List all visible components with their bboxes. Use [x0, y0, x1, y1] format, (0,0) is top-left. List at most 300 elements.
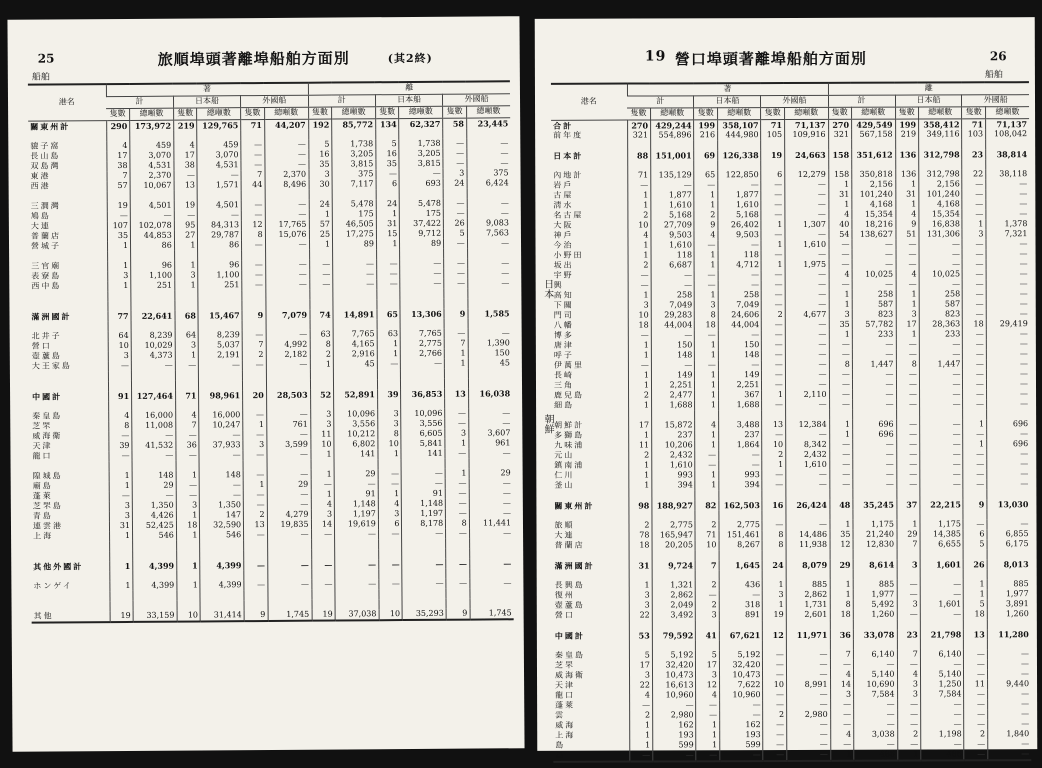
tonnage: 4,531	[197, 160, 241, 170]
ship-count: 2	[628, 450, 651, 460]
port-name: 其他外國計	[33, 560, 84, 572]
tonnage: —	[987, 649, 1031, 659]
ship-count: 3	[629, 590, 652, 600]
tonnage: 8,239	[131, 330, 175, 340]
ship-count: 82	[695, 500, 718, 510]
tonnage: —	[335, 559, 379, 569]
spacer-cell	[335, 599, 379, 609]
tonnage: —	[335, 529, 379, 539]
spacer-cell	[402, 588, 446, 598]
tonnage: 7,049	[718, 300, 762, 310]
ship-count: 6	[378, 519, 402, 529]
ship-count: 5	[444, 228, 468, 238]
tonnage: —	[469, 478, 513, 488]
spacer-cell	[469, 548, 513, 558]
port-name: 合計	[553, 120, 574, 131]
spacer-cell	[552, 510, 628, 520]
ship-count: 1	[762, 460, 785, 470]
tonnage: 1,100	[198, 270, 242, 280]
tonnage: 6,424	[467, 178, 511, 188]
tonnage: —	[197, 170, 241, 180]
ship-count: 1	[695, 440, 718, 450]
spacer-cell	[402, 568, 446, 578]
tonnage: 165,947	[652, 530, 696, 540]
ship-count: 321	[828, 129, 851, 139]
header-arrive: 著	[627, 83, 828, 96]
tonnage: —	[200, 480, 244, 490]
tonnage: —	[265, 269, 309, 279]
ship-count: 2	[695, 520, 718, 530]
tonnage: 1,840	[988, 729, 1032, 739]
ship-count: 8	[108, 420, 132, 430]
ship-count: —	[897, 699, 920, 709]
tonnage: —	[785, 369, 829, 379]
tonnage: 6,140	[853, 649, 897, 659]
port-name: 下關	[553, 300, 574, 310]
tonnage: —	[854, 719, 898, 729]
tonnage: 351,612	[852, 149, 896, 159]
tonnage: —	[402, 558, 446, 568]
spacer-cell	[852, 159, 896, 169]
tonnage: —	[986, 199, 1030, 209]
tonnage: 3,599	[267, 439, 311, 449]
ship-count: 3	[695, 300, 718, 310]
spacer-cell	[379, 599, 403, 609]
tonnage: —	[469, 508, 513, 518]
tonnage: 85,772	[332, 118, 376, 129]
spacer-cell	[242, 250, 266, 260]
tonnage: —	[987, 449, 1031, 459]
ship-count: 71	[962, 118, 985, 129]
spacer-cell	[786, 549, 830, 559]
tonnage: —	[469, 418, 513, 428]
header-count: 隻數	[895, 107, 918, 119]
ship-count: 9	[242, 310, 266, 320]
ship-count: 2	[628, 390, 651, 400]
tonnage: 554,896	[651, 130, 695, 140]
ship-count: 9	[444, 308, 468, 318]
tonnage: —	[919, 349, 963, 359]
tonnage: —	[786, 469, 830, 479]
tonnage: 36,853	[401, 388, 445, 398]
ship-count: —	[963, 349, 986, 359]
ship-count: 4	[174, 140, 198, 150]
tonnage: —	[653, 750, 697, 761]
tonnage: 35,245	[853, 499, 897, 509]
ship-count: 58	[443, 118, 467, 129]
ship-count: 35	[829, 319, 852, 329]
spacer-cell	[987, 549, 1031, 559]
ship-count: 219	[173, 119, 197, 130]
ship-count: —	[830, 699, 853, 709]
spacer-cell	[131, 250, 175, 260]
ship-count: —	[444, 258, 468, 268]
ship-count: 1	[963, 419, 986, 429]
ship-count: —	[897, 719, 920, 729]
ship-count: 1	[243, 419, 267, 429]
ship-count: 13	[964, 629, 987, 639]
spacer-cell	[32, 601, 110, 612]
ship-count: —	[377, 359, 401, 369]
left-page	[7, 16, 524, 752]
ship-count: 78	[629, 530, 652, 540]
tonnage: —	[986, 339, 1030, 349]
spacer-cell	[919, 139, 963, 149]
tonnage: 2,156	[919, 179, 963, 189]
spacer-cell	[964, 549, 987, 559]
ship-count: —	[628, 280, 651, 290]
tonnage: 10,212	[334, 429, 378, 439]
ship-count: 1	[695, 290, 718, 300]
ship-count: 7	[242, 339, 266, 349]
ship-count: —	[378, 479, 402, 489]
ship-count: —	[696, 590, 719, 600]
ship-count: 1	[311, 469, 335, 479]
spacer-cell	[400, 188, 444, 198]
spacer-cell	[468, 298, 512, 308]
ship-count: 3	[310, 409, 334, 419]
tonnage: 175	[332, 209, 376, 219]
ship-count: 1	[964, 579, 987, 589]
tonnage: 127,464	[132, 390, 176, 400]
ship-count: 37	[896, 499, 919, 509]
spacer-cell	[175, 370, 199, 380]
ship-count: 1	[377, 349, 401, 359]
tonnage: 2,601	[786, 609, 830, 619]
spacer-cell	[109, 540, 133, 550]
tonnage: 118	[718, 250, 762, 260]
header-tonnage: 總噸數	[399, 106, 443, 118]
tonnage: 1,877	[718, 190, 762, 200]
tonnage: —	[921, 699, 965, 709]
ship-count: —	[962, 199, 985, 209]
ship-count: 1	[829, 329, 852, 339]
port-name: 大連	[554, 530, 575, 540]
ship-count: —	[445, 418, 469, 428]
spacer-cell	[762, 510, 785, 520]
spacer-cell	[266, 369, 310, 379]
ship-count: —	[963, 289, 986, 299]
ship-count: 1	[828, 179, 851, 189]
spacer-cell	[335, 589, 379, 599]
tonnage: 32,590	[200, 520, 244, 530]
tonnage: 22,215	[920, 499, 964, 509]
ship-count: —	[830, 659, 853, 669]
ship-count: 1	[174, 240, 198, 250]
ship-count: 1	[628, 340, 651, 350]
ship-count: —	[762, 300, 785, 310]
tonnage: —	[987, 669, 1031, 679]
tonnage: 89	[333, 239, 377, 249]
ship-count: —	[829, 349, 852, 359]
ship-count: 18	[964, 609, 987, 619]
ship-count: —	[963, 469, 986, 479]
tonnage: 233	[919, 329, 963, 339]
ship-count: 68	[175, 310, 199, 320]
ship-count: 1	[176, 470, 200, 480]
tonnage: —	[719, 590, 763, 600]
ship-count: —	[446, 508, 470, 518]
ship-count: 8	[829, 359, 852, 369]
spacer-cell	[109, 570, 133, 580]
tonnage: —	[787, 699, 831, 709]
ship-count: 63	[310, 329, 334, 339]
tonnage: 10,473	[719, 670, 763, 680]
port-name: 高知	[553, 290, 574, 300]
ship-count: 10	[177, 610, 201, 621]
ship-count: 17	[106, 150, 130, 160]
ship-count: —	[696, 710, 719, 720]
tonnage: —	[921, 709, 965, 719]
ship-count: —	[244, 579, 268, 589]
tonnage: —	[987, 519, 1031, 529]
ship-count: 2	[627, 210, 650, 220]
tonnage: 587	[919, 299, 963, 309]
tonnage: —	[787, 729, 831, 739]
ship-count: —	[242, 280, 266, 290]
ship-count: —	[830, 739, 853, 749]
spacer-cell	[241, 190, 265, 200]
header-tonnage: 總噸數	[985, 106, 1029, 118]
ship-count: 1	[695, 480, 718, 490]
ship-count: —	[896, 369, 919, 379]
tonnage: 29,787	[198, 230, 242, 240]
ship-count: —	[896, 479, 919, 489]
ship-count: 1	[695, 250, 718, 260]
spacer-cell	[198, 290, 242, 300]
tonnage: 3,492	[652, 610, 696, 620]
ship-count: —	[444, 268, 468, 278]
ship-count: 71	[761, 119, 784, 130]
tonnage: 79,592	[652, 630, 696, 640]
spacer-cell	[897, 639, 920, 649]
tonnage: 961	[469, 438, 513, 448]
ship-count: 2	[762, 310, 785, 320]
tonnage: —	[988, 739, 1032, 749]
spacer-cell	[267, 459, 311, 469]
ship-count: 12	[830, 539, 853, 549]
spacer-cell	[377, 379, 401, 389]
ship-count: —	[963, 259, 986, 269]
tonnage: 8,991	[786, 679, 830, 689]
tonnage: —	[986, 379, 1030, 389]
tonnage: 1,585	[468, 308, 512, 318]
spacer-cell	[628, 510, 651, 520]
ship-count: 10	[628, 310, 651, 320]
ship-count: 4	[629, 690, 652, 700]
spacer-cell	[242, 300, 266, 310]
tonnage: 52,425	[133, 520, 177, 530]
ship-count: —	[444, 238, 468, 248]
ship-count: 105	[761, 130, 784, 140]
tonnage: 28,503	[266, 389, 310, 399]
ship-count: 199	[895, 119, 918, 130]
ship-count: 40	[828, 219, 851, 229]
header-japan-ships: 日本船	[375, 94, 442, 106]
tonnage: 52,891	[334, 389, 378, 399]
spacer-cell	[268, 589, 312, 599]
ship-count: 52	[310, 389, 334, 399]
tonnage: —	[920, 469, 964, 479]
port-name: 龍口	[32, 450, 53, 461]
tonnage: —	[469, 528, 513, 538]
tonnage: 37,422	[400, 218, 444, 228]
spacer-cell	[28, 131, 106, 142]
tonnage: 62,327	[399, 118, 443, 129]
ship-count: —	[963, 389, 986, 399]
port-name: 元山	[554, 450, 575, 460]
ship-count: 1	[177, 560, 201, 570]
tonnage: 1,307	[785, 219, 829, 229]
ship-count: 1	[109, 470, 133, 480]
port-name: 三官廟	[31, 260, 62, 271]
ship-count: 1	[177, 580, 201, 590]
port-name: 營口	[31, 340, 52, 351]
tonnage: 2,191	[199, 350, 243, 360]
ship-count: 3	[107, 270, 131, 280]
ship-count: 4	[694, 230, 717, 240]
spacer-cell	[131, 300, 175, 310]
spacer-cell	[468, 378, 512, 388]
ship-count: 219	[895, 129, 918, 139]
tonnage: 23,445	[466, 117, 510, 128]
ship-count: —	[763, 660, 786, 670]
ship-count: 27	[174, 230, 198, 240]
ship-count: —	[896, 399, 919, 409]
spacer-cell	[718, 160, 762, 170]
tonnage: 696	[853, 419, 897, 429]
spacer-cell	[828, 139, 851, 149]
spacer-cell	[333, 319, 377, 329]
ship-count: 64	[108, 330, 132, 340]
tonnage: —	[785, 229, 829, 239]
tonnage: 44,853	[130, 230, 174, 240]
header-total: 計	[106, 96, 173, 108]
spacer-cell	[963, 409, 986, 419]
tonnage: 358,412	[919, 118, 963, 129]
ship-count: 1	[628, 350, 651, 360]
tonnage: 35,293	[403, 608, 447, 619]
port-name: 其他	[32, 611, 110, 623]
tonnage: 3,070	[130, 150, 174, 160]
tonnage: —	[854, 699, 898, 709]
spacer-cell	[964, 639, 987, 649]
ship-count: 1	[761, 220, 784, 230]
port-name: 上海	[33, 530, 54, 541]
tonnage: —	[651, 330, 695, 340]
ship-count: 4	[696, 690, 719, 700]
tonnage: —	[785, 299, 829, 309]
spacer-cell	[29, 191, 107, 202]
tonnage: —	[265, 209, 309, 219]
spacer-cell	[401, 458, 445, 468]
ship-count: 4	[108, 410, 132, 420]
ship-count: 1	[628, 430, 651, 440]
spacer-cell	[444, 298, 468, 308]
spacer-cell	[695, 410, 718, 420]
ship-count: —	[963, 369, 986, 379]
spacer-cell	[830, 569, 853, 579]
tonnage: 15,354	[919, 209, 963, 219]
tonnage: 8,239	[199, 330, 243, 340]
spacer-cell	[241, 130, 265, 140]
ship-count: 2	[244, 509, 268, 519]
ship-count: —	[896, 449, 919, 459]
spacer-cell	[199, 380, 243, 390]
spacer-cell	[310, 399, 334, 409]
tonnage: 761	[266, 419, 310, 429]
spacer-cell	[311, 569, 335, 579]
tonnage: 10,029	[131, 340, 175, 350]
tonnage: 2,775	[401, 338, 445, 348]
tonnage: 19,619	[335, 519, 379, 529]
tonnage: —	[986, 329, 1030, 339]
port-name: 復州	[554, 590, 575, 600]
ship-count: 192	[308, 119, 332, 130]
header-tonnage: 總噸數	[918, 106, 962, 118]
spacer-cell	[312, 599, 336, 609]
ship-count: 1	[628, 460, 651, 470]
spacer-cell	[446, 538, 470, 548]
spacer-cell	[174, 250, 198, 260]
ship-count: 1	[376, 239, 400, 249]
tonnage: —	[919, 369, 963, 379]
spacer-cell	[987, 639, 1031, 649]
header-count: 隻數	[173, 107, 197, 119]
tonnage: —	[401, 358, 445, 368]
ship-count: —	[445, 478, 469, 488]
ship-count: 17	[628, 420, 651, 430]
port-name: 岩戶	[553, 180, 574, 190]
ship-count: 1	[629, 730, 652, 740]
ship-count: 12	[242, 220, 266, 230]
port-name: 双島灣	[30, 160, 61, 171]
ship-count: —	[761, 210, 784, 220]
tonnage: —	[265, 199, 309, 209]
tonnage: —	[267, 559, 311, 569]
spacer-cell	[402, 598, 446, 608]
ship-count: 3	[629, 670, 652, 680]
tonnage: —	[267, 429, 311, 439]
ship-count: —	[896, 419, 919, 429]
port-name: 伊萬里	[553, 360, 584, 370]
ship-count: 10	[627, 220, 650, 230]
section-label: 船舶	[984, 70, 1003, 81]
tonnage: —	[265, 149, 309, 159]
tonnage: 16,000	[199, 410, 243, 420]
tonnage: —	[786, 689, 830, 699]
spacer-cell	[197, 130, 241, 140]
ship-count: —	[896, 279, 919, 289]
spacer-cell	[177, 570, 201, 580]
ship-count: 20	[243, 389, 267, 399]
tonnage: 150	[651, 340, 695, 350]
ship-count: 1	[763, 600, 786, 610]
ship-count: —	[963, 279, 986, 289]
ship-count: 2	[696, 600, 719, 610]
ship-count: 7	[897, 539, 920, 549]
spacer-cell	[109, 590, 133, 600]
tonnage: 1,610	[652, 460, 696, 470]
header-tonnage: 總噸數	[717, 107, 761, 119]
spacer-cell	[896, 409, 919, 419]
tonnage: 38,814	[986, 149, 1030, 159]
tonnage: 1,738	[399, 138, 443, 148]
tonnage: —	[785, 319, 829, 329]
ship-count: 134	[376, 118, 400, 129]
tonnage: 71,137	[784, 119, 828, 130]
spacer-cell	[719, 490, 763, 500]
